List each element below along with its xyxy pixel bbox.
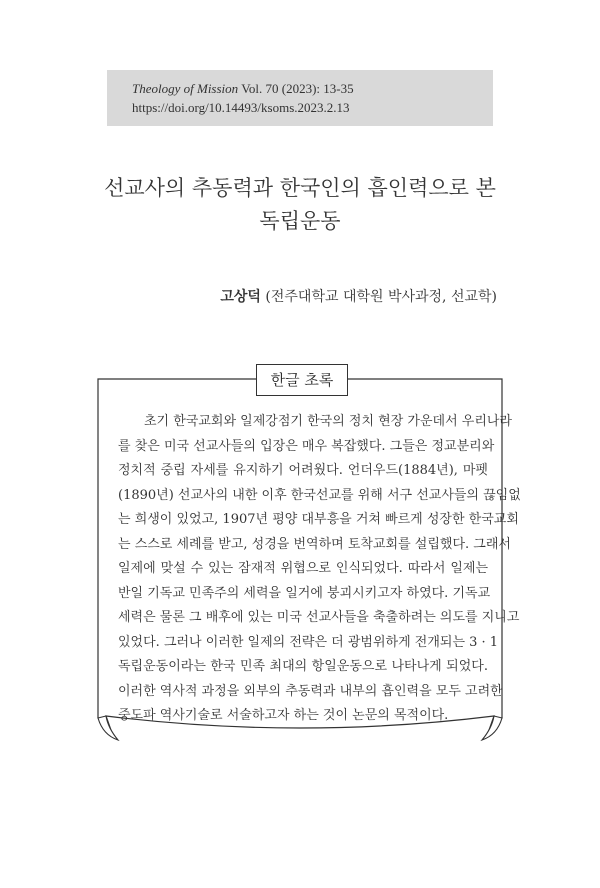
abstract-line: 독립운동이라는 한국 민족 최대의 항일운동으로 나타나게 되었다. xyxy=(118,659,488,674)
doi-link[interactable]: https://doi.org/10.14493/ksoms.2023.2.13 xyxy=(132,100,350,115)
abstract-heading: 한글 초록 xyxy=(256,364,348,396)
abstract-line: 는 희생이 있었고, 1907년 평양 대부흥을 거쳐 빠르게 성장한 한국교회 xyxy=(118,512,519,527)
abstract-line: 를 찾은 미국 선교사들의 입장은 매우 복잡했다. 그들은 정교분리와 xyxy=(118,438,495,454)
author-affiliation: (전주대학교 대학원 박사과정, 선교학) xyxy=(265,289,497,305)
abstract-line: 초기 한국교회와 일제강점기 한국의 정치 현장 가운데서 우리나라 xyxy=(144,414,512,429)
volume-info: Vol. 70 (2023): 13-35 xyxy=(241,81,354,96)
title-line-2: 독립운동 xyxy=(259,209,341,233)
abstract-line: 정치적 중립 자세를 유지하기 어려웠다. 언더우드(1884년), 마펫 xyxy=(118,463,488,478)
abstract-line: 중도파 역사기술로 서술하고자 하는 것이 논문의 목적이다. xyxy=(118,708,449,723)
abstract-line: 일제에 맞설 수 있는 잠재적 위협으로 인식되었다. 따라서 일제는 xyxy=(118,561,488,576)
abstract-line: 는 스스로 세례를 받고, 성경을 번역하며 토착교회를 설립했다. 그래서 xyxy=(118,536,511,552)
abstract-line: (1890년) 선교사의 내한 이후 한국선교를 위해 서구 선교사들의 끊임없 xyxy=(118,487,521,503)
abstract-line: 세력은 물론 그 배후에 있는 미국 선교사들을 축출하려는 의도를 지니고 xyxy=(118,610,520,625)
author-name: 고상덕 xyxy=(220,289,261,305)
journal-name: Theology of Mission xyxy=(132,81,239,96)
title-line-1: 선교사의 추동력과 한국인의 흡인력으로 본 xyxy=(104,176,496,200)
abstract-line: 있었다. 그러나 이러한 일제의 전략은 더 광범위하게 전개되는 3 · 1 xyxy=(118,634,499,650)
abstract-line: 이러한 역사적 과정을 외부의 추동력과 내부의 흡인력을 모두 고려한 xyxy=(118,683,503,699)
abstract-body xyxy=(118,410,521,729)
abstract-line: 반일 기독교 민족주의 세력을 일거에 붕괴시키고자 하였다. 기독교 xyxy=(118,585,491,601)
